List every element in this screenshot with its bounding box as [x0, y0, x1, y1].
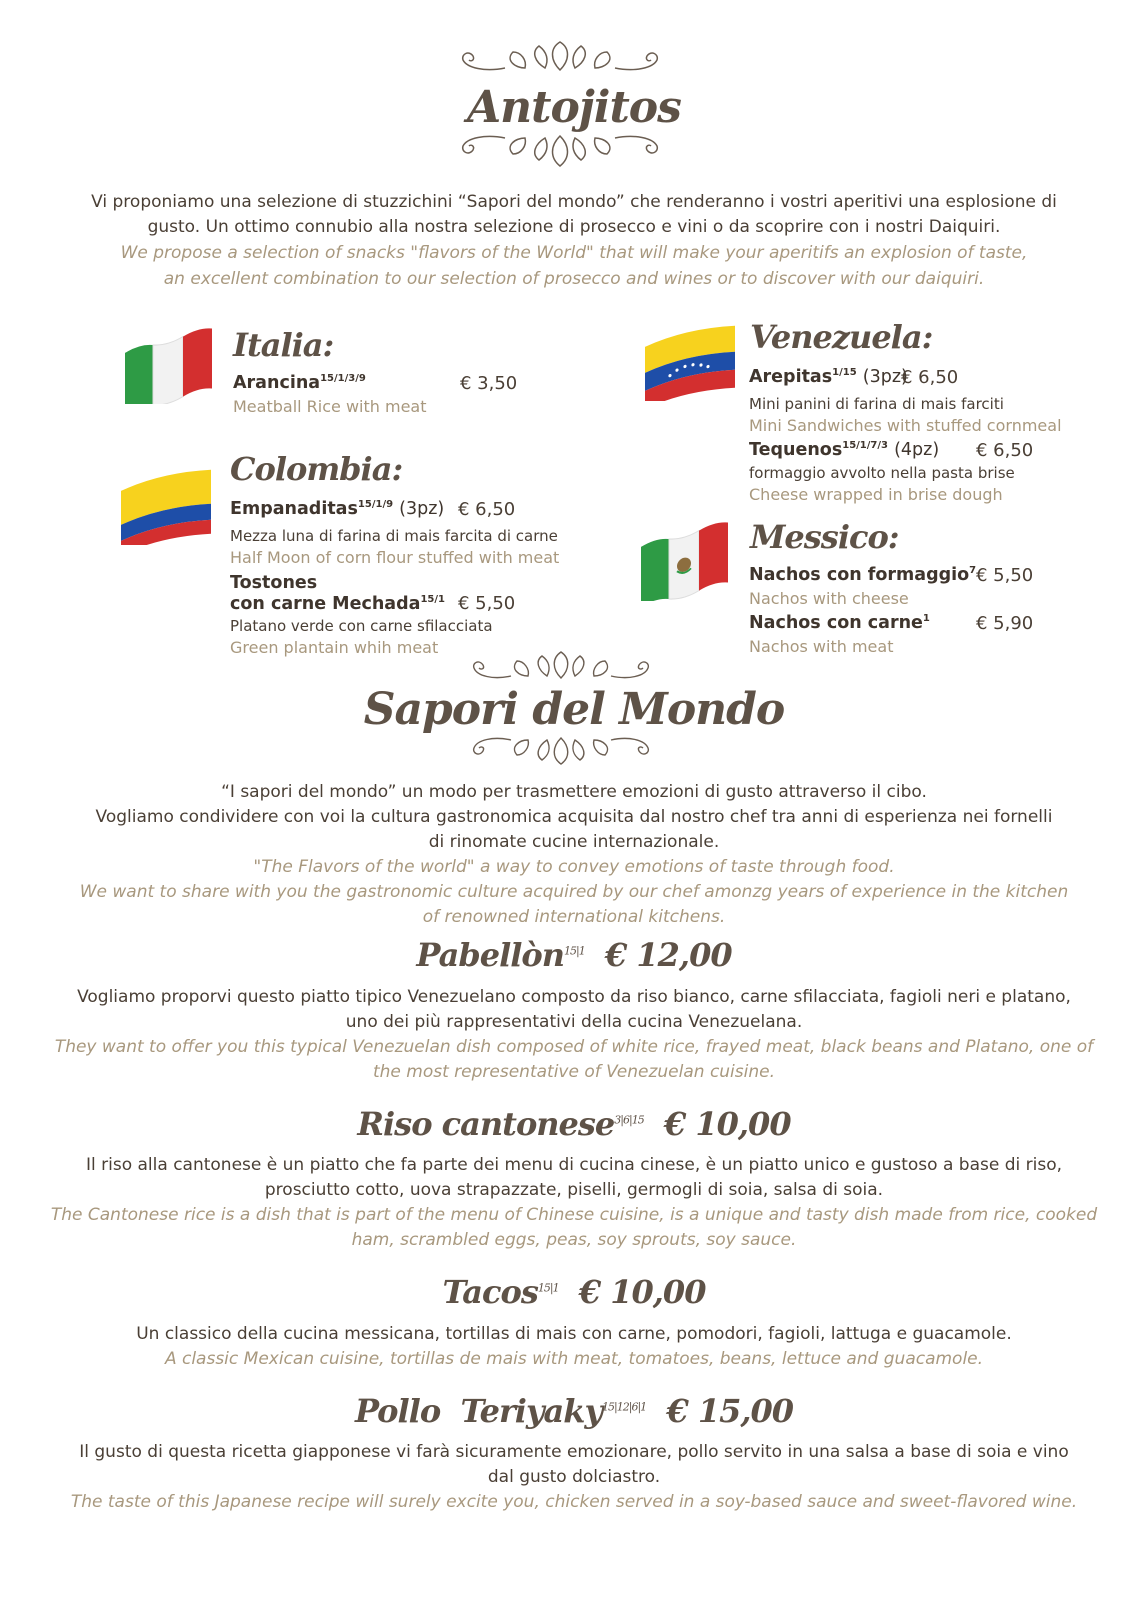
flourish-ornament-top: [455, 38, 665, 76]
nachos-formaggio-price: € 5,50: [976, 565, 1034, 586]
sapori-intro-en-2: We want to share with you the gastronomic culture acquired by our chef amonzg years of experience in the kitchen: [79, 882, 1069, 902]
italia-title: Italia:: [233, 326, 334, 364]
dish-title-riso-cantonese: Riso cantonese$^{3|6|15}$ € 10,00: [357, 1105, 791, 1143]
empanaditas-desc-it: Mezza luna di farina di mais farcita di carne: [230, 527, 558, 545]
tostones-desc-it: Platano verde con carne sfilacciata: [230, 617, 493, 635]
dish-title-tacos: Tacos$^{15|1}$ € 10,00: [442, 1273, 706, 1311]
arepitas-name: Arepitas$^{1/15}$ (3pz): [749, 367, 908, 387]
colombia-title: Colombia:: [230, 450, 403, 488]
antojitos-intro-en-1: We propose a selection of snacks "flavors of the World" that will make your aperitifs an explosion of taste,: [120, 243, 1028, 263]
pollo-it-1: Il gusto di questa ricetta giapponese vi farà sicuramente emozionare, pollo servito in una salsa a base di soia e vino: [79, 1442, 1069, 1462]
flourish-ornament-bottom: [455, 130, 665, 170]
colombia-flag-icon: [116, 450, 216, 545]
tacos-it-1: Un classico della cucina messicana, tortillas di mais con carne, pomodori, fagioli, lattuga e guacamole.: [136, 1324, 1012, 1344]
riso-en-2: ham, scrambled eggs, peas, soy sprouts, soy sauce.: [351, 1230, 797, 1250]
pabellon-it-2: uno dei più rappresentativi della cucina Venezuelana.: [345, 1012, 803, 1032]
tostones-price: € 5,50: [458, 593, 516, 614]
tequenos-price: € 6,50: [976, 440, 1034, 461]
nachos-formaggio-name: Nachos con formaggio$^7$: [749, 565, 977, 585]
flourish-ornament-sapori-bottom: [466, 732, 656, 768]
sapori-intro-en-1: "The Flavors of the world" a way to convey emotions of taste through food.: [253, 857, 895, 877]
pabellon-en-1: They want to offer you this typical Venezuelan dish composed of white rice, frayed meat, black beans and Platano, one of: [54, 1037, 1094, 1057]
sapori-title: Sapori del Mondo: [363, 684, 785, 735]
nachos-formaggio-desc-en: Nachos with cheese: [749, 589, 909, 608]
messico-title: Messico:: [750, 518, 899, 556]
tostones-name-line2: con carne Mechada$^{15/1}$: [230, 594, 445, 614]
arepitas-price: € 6,50: [901, 367, 959, 388]
pollo-it-2: dal gusto dolciastro.: [487, 1467, 661, 1487]
arepitas-desc-it: Mini panini di farina di mais farciti: [749, 395, 1004, 413]
tequenos-name: Tequenos$^{15/1/7/3}$ (4pz): [749, 440, 940, 460]
pabellon-en-2: the most representative of Venezuelan cuisine.: [372, 1062, 775, 1082]
sapori-intro-it-1: “I sapori del mondo” un modo per trasmettere emozioni di gusto attraverso il cibo.: [221, 782, 927, 802]
tacos-en-1: A classic Mexican cuisine, tortillas de mais with meat, tomatoes, beans, lettuce and guacamole.: [164, 1349, 984, 1369]
arepitas-desc-en: Mini Sandwiches with stuffed cornmeal: [749, 416, 1062, 435]
tostones-desc-en: Green plantain whih meat: [230, 638, 439, 657]
riso-it-2: prosciutto cotto, uova strapazzate, piselli, germogli di soia, salsa di soia.: [264, 1180, 884, 1200]
antojitos-intro-it-2: gusto. Un ottimo connubio alla nostra selezione di prosecco e vini o da scoprire con i nostri Daiquiri.: [147, 217, 1001, 237]
empanaditas-name: Empanaditas$^{15/1/9}$ (3pz): [230, 499, 445, 519]
empanaditas-desc-en: Half Moon of corn flour stuffed with meat: [230, 548, 560, 567]
antojitos-intro-it-1: Vi proponiamo una selezione di stuzzichini “Sapori del mondo” che renderanno i vostri aperitivi una esplosione di: [91, 192, 1057, 212]
riso-en-1: The Cantonese rice is a dish that is part of the menu of Chinese cuisine, is a unique and tasty dish made from rice, cooked: [50, 1205, 1098, 1225]
sapori-intro-it-2: Vogliamo condividere con voi la cultura gastronomica acquisita dal nostro chef tra anni di esperienza nei fornelli: [95, 807, 1053, 827]
nachos-carne-name: Nachos con carne$^1$: [749, 613, 930, 633]
pabellon-it-1: Vogliamo proporvi questo piatto tipico Venezuelano composto da riso bianco, carne sfilacciata, fagioli neri e platano,: [77, 987, 1071, 1007]
dish-title-pollo-teriyaky: Pollo Teriyaky$^{15|12|6|1}$ € 15,00: [354, 1392, 794, 1430]
nachos-carne-price: € 5,90: [976, 613, 1034, 634]
sapori-intro-it-3: di rinomate cucine internazionale.: [428, 832, 720, 852]
dish-title-pabellon: Pabellòn$^{15|1}$ € 12,00: [416, 936, 732, 974]
tequenos-desc-it: formaggio avvolto nella pasta brise: [749, 464, 1015, 482]
empanaditas-price: € 6,50: [458, 499, 516, 520]
pollo-en-1: The taste of this Japanese recipe will surely excite you, chicken served in a soy-based sauce and sweet-flavored wine.: [70, 1492, 1078, 1512]
mexico-flag-icon: [636, 506, 736, 601]
nachos-carne-desc-en: Nachos with meat: [749, 637, 894, 656]
venezuela-flag-icon: [640, 306, 740, 401]
arancina-price: € 3,50: [460, 373, 518, 394]
flourish-ornament-sapori-top: [466, 648, 656, 684]
tequenos-desc-en: Cheese wrapped in brise dough: [749, 485, 1003, 504]
venezuela-title: Venezuela:: [750, 318, 933, 356]
antojitos-title: Antojitos: [467, 82, 681, 133]
arancina-name: Arancina$^{15/1/3/9}$: [233, 373, 366, 393]
arancina-desc-en: Meatball Rice with meat: [233, 397, 427, 416]
italy-flag-icon: [120, 312, 220, 404]
antojitos-intro-en-2: an excellent combination to our selection of prosecco and wines or to discover with our daiquiri.: [163, 269, 985, 289]
tostones-name-line1: Tostones: [230, 573, 318, 593]
riso-it-1: Il riso alla cantonese è un piatto che fa parte dei menu di cucina cinese, è un piatto unico e gustoso a base di riso,: [86, 1155, 1062, 1175]
sapori-intro-en-3: of renowned international kitchens.: [422, 907, 726, 927]
